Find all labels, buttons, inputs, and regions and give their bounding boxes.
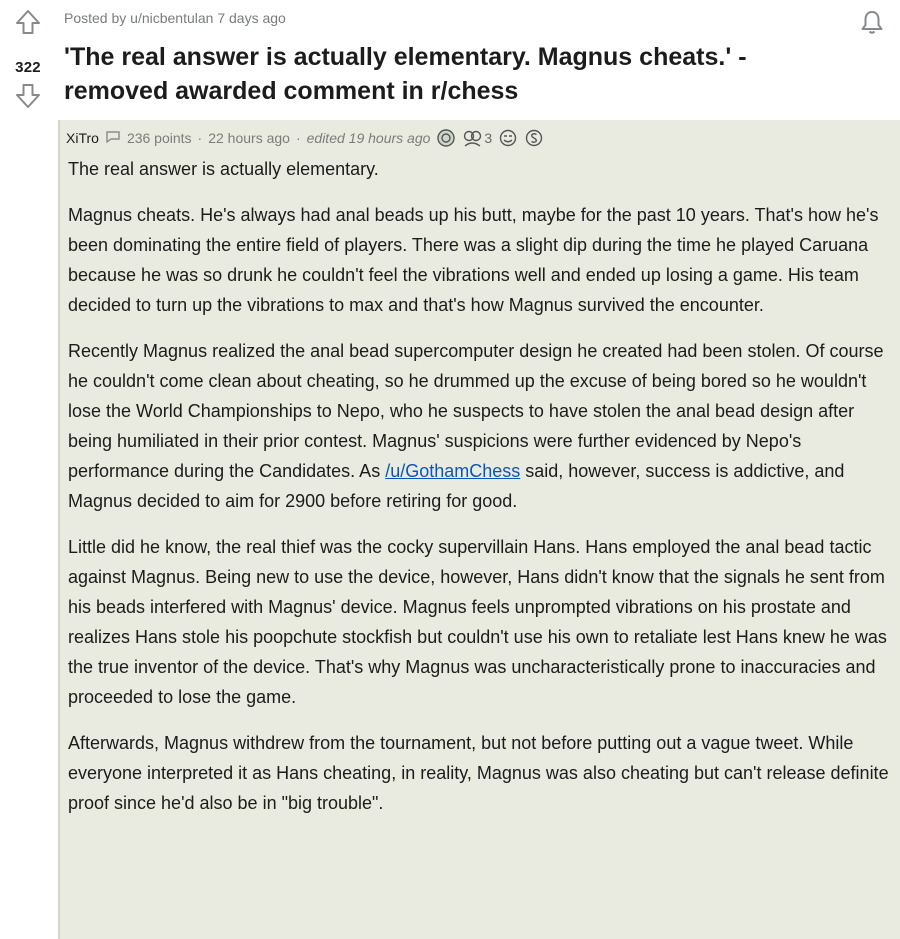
comment-body — [68, 154, 890, 834]
paragraph-text: Recently Magnus realized the anal bead supercomputer design he created had been stolen. Of course he couldn't come clean about cheating, so he drummed up the excuse of being bored so he wouldn't lose the World Championships to Nepo, who he suspects to have stolen the anal bead design after being humiliated in their prior contest. Magnus' suspicions were further evidenced by Nepo's performance during the Candidates. As — [68, 341, 884, 481]
vote-column — [0, 0, 56, 939]
comment-author[interactable]: XiTro — [66, 130, 99, 146]
post-meta: Posted by u/nicbentulan 7 days ago — [64, 10, 286, 26]
comment-points: 236 points — [126, 130, 192, 146]
comment-age: 22 hours ago — [208, 130, 290, 146]
post-title[interactable]: 'The real answer is actually elementary. Magnus cheats.' - removed awarded comment in r/chess — [64, 43, 747, 105]
wholesome-award-icon[interactable] — [498, 128, 518, 148]
comment-paragraph: The real answer is actually elementary. — [68, 159, 379, 179]
award-icon[interactable] — [436, 128, 456, 148]
paragraph-text: said, however, success is addictive, and Magnus decided to aim for 2900 before retiring for good. — [68, 461, 845, 511]
comment-paragraph — [68, 336, 890, 516]
award-count: 3 — [484, 130, 493, 146]
helpful-award-icon[interactable] — [462, 128, 492, 148]
comment-paragraph: Little did he know, the real thief was the cocky supervillain Hans. Hans employed the anal bead tactic against Magnus. Being new to use the device, however, Hans didn't know that the signals he sent from his beads interfered with Magnus' device. Magnus feels unprompted vibrations on his prostate and realizes Hans stole his poopchute stockfish but couldn't use his own to retaliate lest Hans knew he was the true inventor of the device. That's why Magnus was uncharacteristically prone to inaccuracies and proceeded to lose the game. — [68, 537, 887, 707]
comment — [58, 120, 900, 939]
upvote-arrow-icon[interactable] — [14, 8, 42, 41]
post-score: 322 — [15, 59, 41, 76]
silver-award-icon[interactable] — [524, 128, 544, 148]
downvote-arrow-icon[interactable] — [14, 82, 42, 115]
bell-icon[interactable] — [858, 8, 886, 41]
meta-separator: · — [197, 130, 203, 146]
comment-paragraph: Afterwards, Magnus withdrew from the tournament, but not before putting out a vague tweet. While everyone interpreted it as Hans cheating, in reality, Magnus was also cheating but can't release definite proof since he'd also be in "big trouble". — [68, 733, 889, 813]
comment-edited: edited 19 hours ago — [306, 130, 431, 146]
comment-flair-icon — [105, 130, 121, 146]
comment-paragraph: Magnus cheats. He's always had anal beads up his butt, maybe for the past 10 years. That's how he's been dominating the entire field of players. There was a slight dip during the time he played Caruana because he was so drunk he couldn't feel the vibrations well and ended up losing a game. His team decided to turn up the vibrations to max and that's how Magnus survived the encounter. — [68, 205, 879, 315]
comment-meta — [66, 128, 544, 148]
meta-separator: · — [295, 130, 301, 146]
user-mention-link[interactable]: /u/GothamChess — [385, 461, 521, 481]
